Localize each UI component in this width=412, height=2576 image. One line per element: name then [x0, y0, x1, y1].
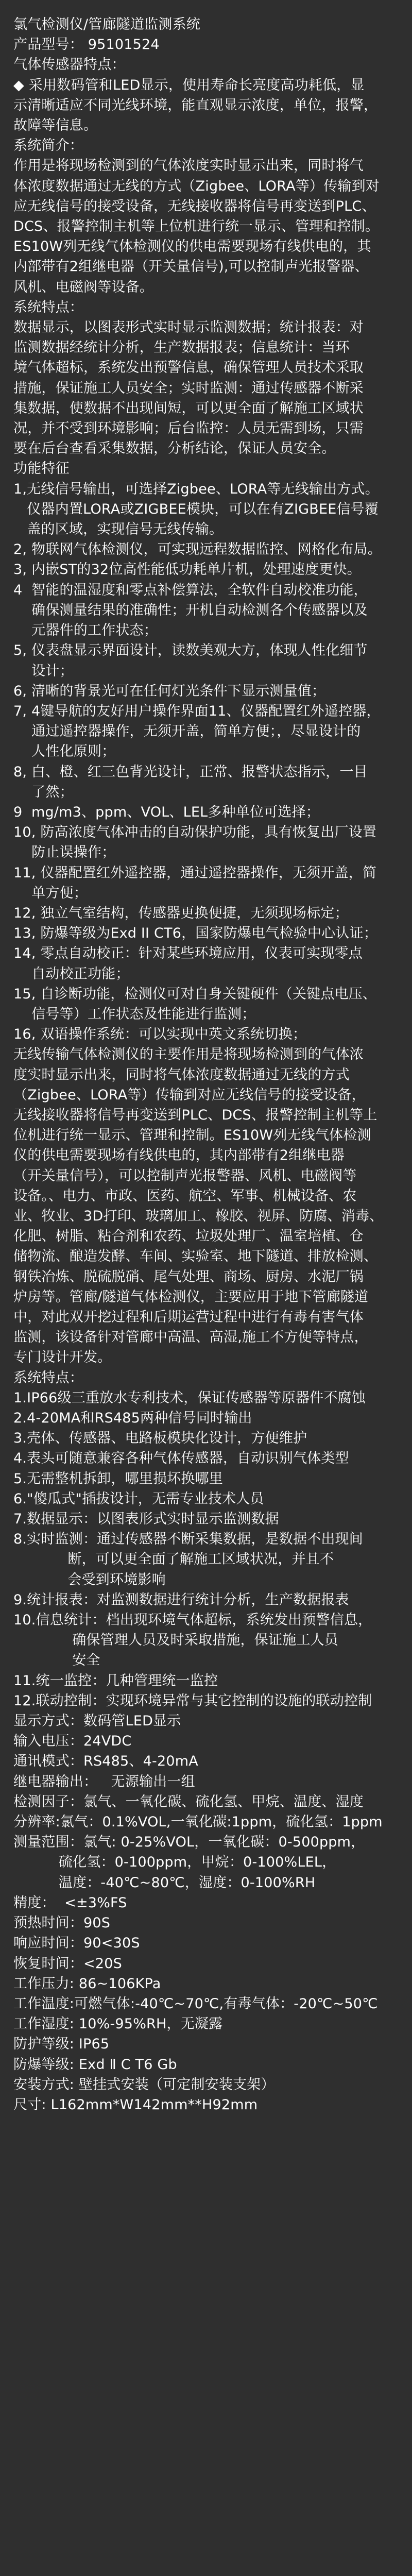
text-line: 安装方式: 壁挂式安装（可定制安装支架）	[13, 2076, 275, 2093]
text-line: 7, 4键导航的友好用户操作界面11、仪器配置红外遥控器，	[13, 703, 381, 719]
text-line: 6."傻瓜式"插拔设计，无需专业技术人员	[13, 1490, 264, 1507]
text-line: 12.联动控制：实现环境异常与其它控制的设施的联动控制	[13, 1692, 372, 1709]
text-line: 检测因子：氯气、一氧化碳、硫化氢、甲烷、温度、湿度	[13, 1793, 364, 1810]
text-line: 通讯模式：RS485、4-20mA	[13, 1753, 198, 1770]
text-line: 化肥、树脂、粘合剂和农药、垃圾处理厂、温室培植、仓	[13, 1228, 364, 1245]
text-line: 尺寸: L162mm*W142mm**H92mm	[13, 2096, 258, 2113]
text-line: ◆ 采用数码管和LED显示，使用寿命长亮度高功耗低，显	[13, 77, 365, 93]
text-line: 业、牧业、3D打印、玻璃加工、橡胶、视屏、防腐、消毒、	[13, 1208, 384, 1224]
text-line: （开关量信号），可以控制声光报警器、风机、电磁阀等	[13, 1167, 357, 1184]
text-line: 7.数据显示：以图表形式实时显示监测数据	[13, 1511, 279, 1528]
text-line: 确保测量结果的准确性；开机自动检测各个传感器以及	[13, 602, 368, 618]
text-line: 人性化原则；	[13, 743, 116, 760]
text-line: 11.统一监控：几种管理统一监控	[13, 1672, 218, 1689]
text-line: 测量范围：氯气: 0-25%VOL，一氧化碳：0-500ppm，	[13, 1834, 365, 1851]
text-line: 单方便；	[13, 885, 88, 901]
text-line: 措施，保证施工人员安全；实时监测：通过传感器不断采	[13, 380, 364, 396]
text-line: 了然；	[13, 784, 74, 800]
text-line: 10.信息统计：档出现环境气体超标，系统发出预警信息，	[13, 1612, 372, 1629]
text-line: 2, 物联网气体检测仪，可实现远程数据监控、网格化布局。	[13, 541, 382, 558]
text-line: 功能特征	[13, 461, 70, 477]
text-line: 集数据，使数据不出现间短，可以更全面了解施工区域状	[13, 400, 364, 416]
text-line: 盖的区域，实现信号无线传输。	[13, 521, 224, 538]
text-line: 输入电压：24VDC	[13, 1733, 132, 1750]
text-line: 4 智能的温湿度和零点补偿算法，全软件自动校准功能，	[13, 582, 368, 598]
text-line: 1.IP66级三重放水专利技术，保证传感器等原器件不腐蚀	[13, 1389, 366, 1406]
text-line: 位机进行统一显示、管理和控制。ES10W列无线气体检测	[13, 1127, 371, 1144]
text-line: 监测，该设备针对管廊中高温、高湿,施工不方便等特点，	[13, 1329, 368, 1346]
text-line: 应无线信号的接受设备，无线接收器将信号再变送到PLC、	[13, 198, 376, 214]
text-line: 4.表头可随意兼容各种气体传感器，自动识别气体类型	[13, 1450, 349, 1467]
text-line: 响应时间：90<30S	[13, 1935, 140, 1952]
text-line: 元器件的工作状态；	[13, 622, 158, 639]
text-line: 况，并不受到环境影响；后台监控：人员无需到场，只需	[13, 420, 364, 437]
text-line: 示清晰适应不同光线环境，能直观显示浓度，单位，报警，	[13, 97, 378, 113]
text-line: ES10W列无线气体检测仪的供电需要现场有线供电的，其	[13, 239, 371, 255]
text-line: 防止误操作；	[13, 844, 116, 861]
text-line: 度实时显示出来，同时将气体浓度数据通过无线的方式	[13, 1066, 350, 1083]
text-line: 14, 零点自动校正：针对某些环境应用，仪表可实现零点	[13, 945, 363, 962]
text-line: 5, 仪表盘显示界面设计，读数美观大方，体现人性化细节	[13, 642, 368, 659]
text-line: 工作压力: 86~106KPa	[13, 1975, 161, 1992]
text-line: 防爆等级: Exd Ⅱ C T6 Gb	[13, 2056, 177, 2073]
text-line: 气体传感器特点：	[13, 57, 126, 73]
text-line: 13, 防爆等级为Exd II CT6，国家防爆电气检验中心认证；	[13, 925, 377, 942]
text-line: 炉房等。管廊/隧道气体检测仪，主要应用于地下管廊隧道	[13, 1289, 369, 1305]
text-line: 系统简介：	[13, 138, 83, 154]
text-line: 分辨率:氯气：0.1%VOL,一氧化碳:1ppm，硫化氢：1ppm	[13, 1814, 383, 1831]
text-line: 工作湿度: 10%-95%RH，无凝露	[13, 2016, 223, 2032]
text-line: 安全	[13, 1652, 100, 1669]
text-line: 内部带有2组继电器（开关量信号),可以控制声光报警器、	[13, 259, 369, 275]
text-line: DCS、报警控制主机等上位机进行统一显示、管理和控制。	[13, 218, 380, 235]
text-line: 6, 清晰的背景光可在任何灯光条件下显示测量值；	[13, 683, 326, 699]
text-line: 5.无需整机拆卸，哪里损坏换哪里	[13, 1470, 223, 1487]
text-line: 储物流、酿造发酵、车间、实验室、地下隧道、排放检测、	[13, 1248, 378, 1265]
text-line: 1,无线信号输出，可选择Zigbee、LORA等无线输出方式。	[13, 481, 379, 497]
text-line: 监测数据经统计分析，生产数据报表；信息统计：当环	[13, 340, 350, 356]
text-line: 继电器输出： 无源输出一组	[13, 1773, 195, 1790]
text-line: 硫化氢：0-100ppm，甲烷：0-100%LEL，	[13, 1854, 336, 1871]
text-line: 工作温度:可燃气体:-40℃~70℃,有毒气体：-20℃~50℃	[13, 1995, 378, 2012]
text-line: 8.实时监测：通过传感器不断采集数据，是数据不出现间	[13, 1531, 363, 1548]
text-line: 设计；	[13, 663, 74, 679]
text-line: 无线传输气体检测仪的主要作用是将现场检测到的气体浓	[13, 1046, 364, 1063]
text-line: 2.4-20MA和RS485两种信号同时输出	[13, 1410, 252, 1427]
text-line: 3.壳体、传感器、电路板模块化设计，方便维护	[13, 1430, 307, 1447]
text-line: 预热时间：90S	[13, 1915, 111, 1931]
text-line: 系统特点：	[13, 299, 83, 315]
text-line: 9.统计报表：对监测数据进行统计分析，生产数据报表	[13, 1591, 349, 1608]
text-line: 15, 自诊断功能，检测仪可对自身关键硬件（关键点电压、	[13, 986, 377, 1002]
text-line: 体浓度数据通过无线的方式（Zigbee、LORA等）传输到对	[13, 178, 380, 194]
text-line: 无线接收器将信号再变送到PLC、DCS、报警控制主机等上	[13, 1107, 377, 1123]
text-line: 3, 内嵌ST的32位高性能低功耗单片机，处理速度更快。	[13, 562, 361, 578]
text-line: （Zigbee、LORA等）传输到对应无线信号的接受设备，	[13, 1087, 366, 1103]
text-line: 仪器内置LORA或ZIGBEE模块，可以在有ZIGBEE信号覆	[13, 501, 379, 517]
spec-text-block	[13, 14, 402, 2115]
text-line: 产品型号： 95101524	[13, 37, 160, 53]
text-line: 要在后台查看采集数据，分析结论，保证人员安全。	[13, 440, 336, 457]
text-line: 10, 防高浓度气体冲击的自动保护功能，具有恢复出厂设置	[13, 824, 377, 841]
text-line: 16, 双语操作系统：可以实现中英文系统切换；	[13, 1026, 307, 1043]
text-line: 9 mg/m3、ppm、VOL、LEL多种单位可选择；	[13, 804, 320, 820]
text-line: 恢复时间：<20S	[13, 1955, 122, 1972]
text-line: 设备。、电力、市政、医药、航空、军事、机械设备、农	[13, 1188, 357, 1204]
text-line: 数据显示，以图表形式实时显示监测数据；统计报表：对	[13, 319, 364, 336]
text-line: 境气体超标，系统发出预警信息，确保管理人员技术采取	[13, 360, 364, 376]
text-line: 显示方式：数码管LED显示	[13, 1713, 181, 1730]
text-line: 仪的供电需要现场有线供电的，其内部带有2组继电器	[13, 1147, 345, 1164]
text-line: 自动校正功能；	[13, 965, 130, 982]
text-line: 8, 白、橙、红三色背光设计，正常、报警状态指示，一目	[13, 764, 368, 780]
text-line: 信号等）工作状态及性能进行监测；	[13, 1006, 256, 1022]
text-line: 钢铁冶炼、脱硫脱硝、尾气处理、商场、厨房、水泥厂锅	[13, 1268, 364, 1285]
text-line: 确保管理人员及时采取措施，保证施工人员	[13, 1632, 338, 1649]
text-line: 11, 仪器配置红外遥控器，通过遥控器操作，无须开盖，简	[13, 865, 377, 881]
text-line: 会受到环境影响	[13, 1571, 166, 1588]
text-line: 12, 独立气室结构，传感器更换便捷，无须现场标定；	[13, 905, 349, 921]
text-line: 系统特点：	[13, 1369, 83, 1386]
text-line: 温度：-40℃~80℃，湿度：0-100%RH	[13, 1874, 316, 1891]
text-line: 专门设计开发。	[13, 1349, 112, 1366]
text-line: 通过遥控器操作，无须开盖，简单方便；，尽显设计的	[13, 723, 361, 740]
text-line: 防护等级: IP65	[13, 2036, 110, 2053]
text-line: 断，可以更全面了解施工区域状况，并且不	[13, 1551, 334, 1568]
text-line: 作用是将现场检测到的气体浓度实时显示出来，同时将气	[13, 158, 364, 174]
text-line: 精度： <±3%FS	[13, 1894, 127, 1911]
text-line: 氯气检测仪/管廊隧道监测系统	[13, 16, 200, 32]
text-line: 中，对此双开挖过程和后期运营过程中进行有毒有害气体	[13, 1309, 364, 1325]
text-line: 故障等信息。	[13, 117, 98, 134]
text-line: 风机、电磁阀等设备。	[13, 279, 153, 295]
